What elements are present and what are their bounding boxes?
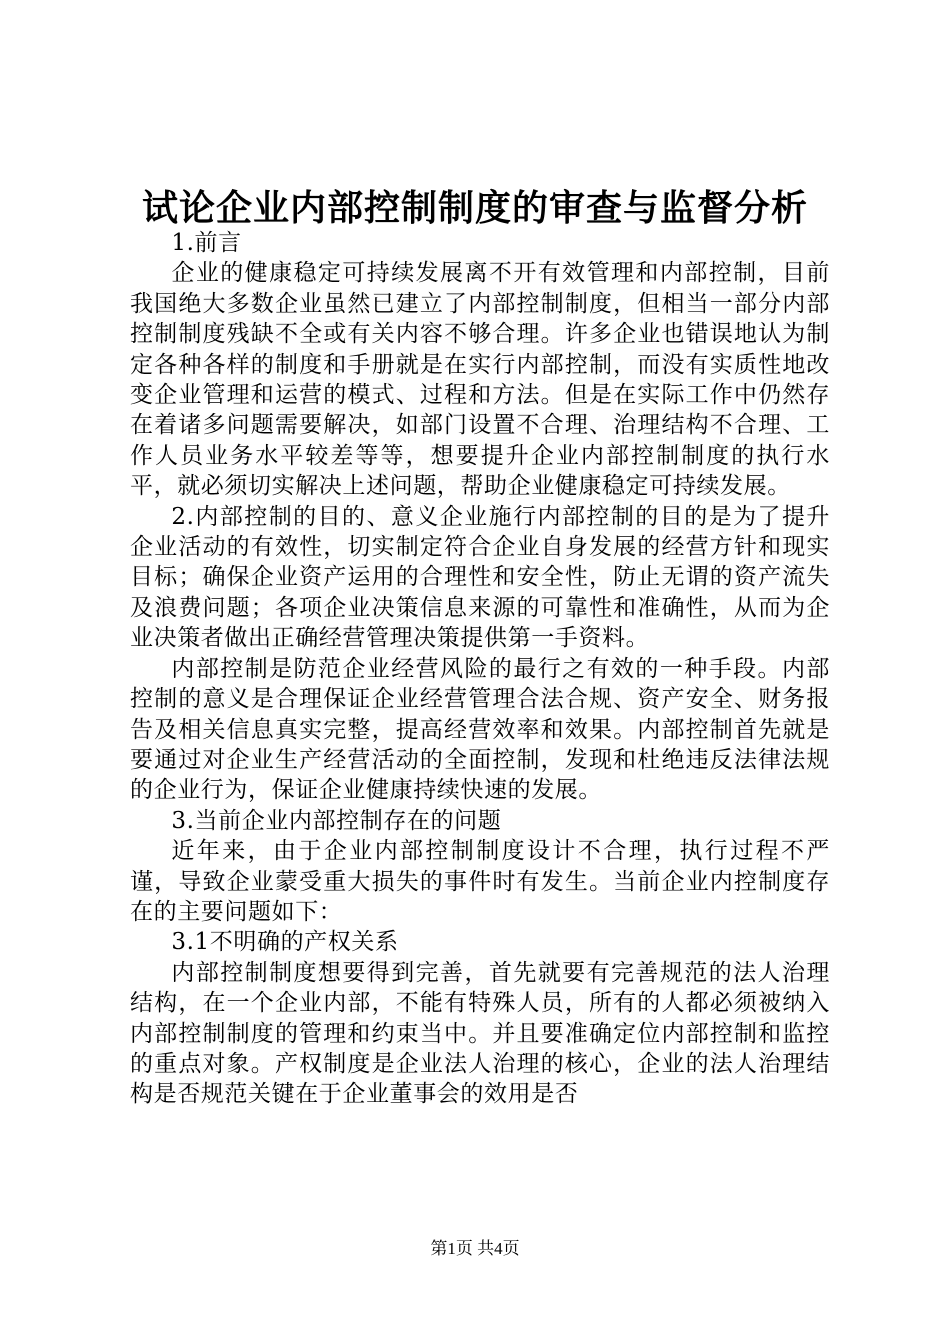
subsection-heading: 3.1不明确的产权关系 bbox=[171, 929, 399, 956]
body-paragraph: 企业的健康稳定可持续发展离不开有效管理和内部控制，目前我国绝大多数企业虽然已建立了内部控制制度，但相当一部分内部控制制度残缺不全或有关内容不够合理。许多企业也错误地认为制定各种各样的制度和手册就是在实行内部控制，而没有实质性地改变企业管理和运营的模式、过程和方法。但是在实际工作中仍然存在着诸多问题需要解决，如部门设置不合理、治理结构不合理、工作人员业务水平较差等等，想要提升企业内部控制制度的执行水平，就必须切实解决上述问题，帮助企业健康稳定可持续发展。 bbox=[130, 260, 830, 500]
document-body bbox=[130, 228, 830, 1110]
body-paragraph: 近年来，由于企业内部控制制度设计不合理，执行过程不严谨，导致企业蒙受重大损失的事件时有发生。当前企业内控制度存在的主要问题如下： bbox=[130, 838, 830, 925]
section-heading: 3.当前企业内部控制存在的问题 bbox=[171, 807, 502, 834]
body-paragraph: 内部控制制度想要得到完善，首先就要有完善规范的法人治理结构，在一个企业内部，不能有特殊人员，所有的人都必须被纳入内部控制制度的管理和约束当中。并且要准确定位内部控制和监控的重点对象。产权制度是企业法人治理的核心，企业的法人治理结构是否规范关键在于企业董事会的效用是否 bbox=[130, 959, 830, 1108]
body-paragraph: 2.内部控制的目的、意义企业施行内部控制的目的是为了提升企业活动的有效性，切实制定符合企业自身发展的经营方针和现实目标；确保企业资产运用的合理性和安全性，防止无谓的资产流失及浪费问题；各项企业决策信息来源的可靠性和准确性，从而为企业决策者做出正确经营管理决策提供第一手资料。 bbox=[130, 503, 830, 652]
body-paragraph: 内部控制是防范企业经营风险的最行之有效的一种手段。内部控制的意义是合理保证企业经营管理合法合规、资产安全、财务报告及相关信息真实完整，提高经营效率和效果。内部控制首先就是要通过对企业生产经营活动的全面控制，发现和杜绝违反法律法规的企业行为，保证企业健康持续快速的发展。 bbox=[130, 655, 830, 804]
section-heading: 1.前言 bbox=[171, 230, 242, 256]
document-title: 试论企业内部控制制度的审查与监督分析 bbox=[141, 187, 808, 229]
page-footer: 第1页 共4页 bbox=[430, 1239, 520, 1258]
